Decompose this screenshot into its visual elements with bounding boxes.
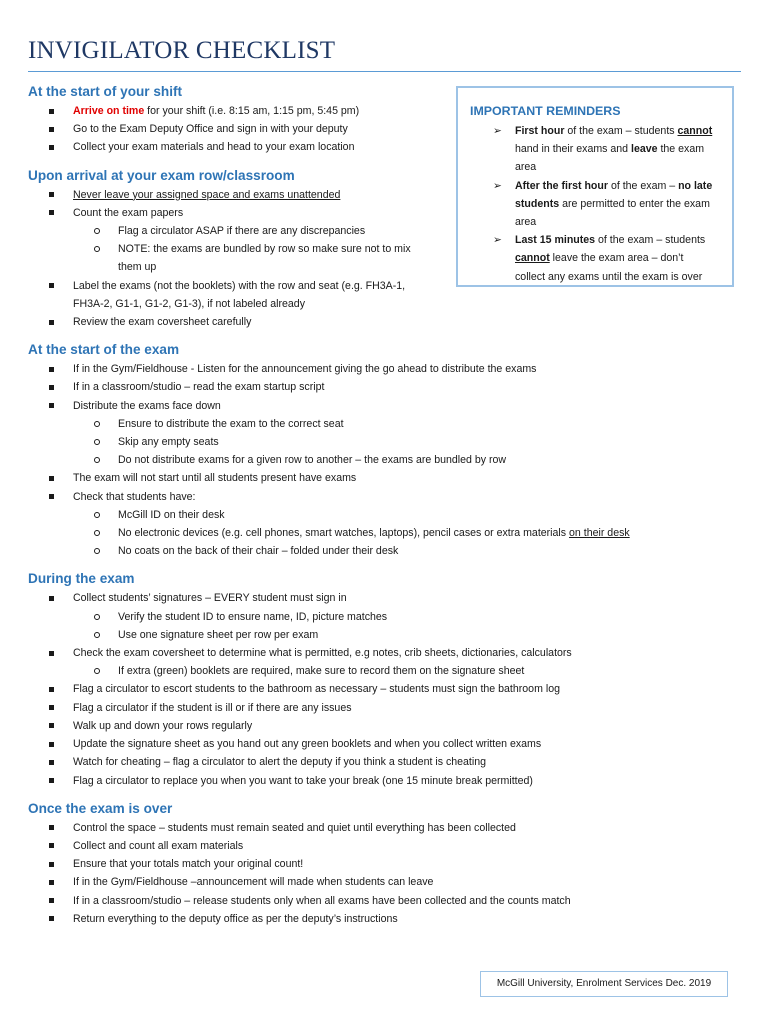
reminder-after-first-hour	[470, 177, 720, 232]
list-item-text: Never leave your assigned space and exams unattended	[73, 188, 341, 201]
reminder-bold-text: leave	[631, 143, 658, 156]
reminder-last-15-minutes	[470, 231, 720, 286]
list-item: If in the Gym/Fieldhouse - Listen for the announcement giving the go ahead to distribute the exams	[28, 360, 748, 378]
list-item: Flag a circulator to escort students to the bathroom as necessary – students must sign the bathroom log	[28, 680, 748, 698]
list-item: Control the space – students must remain seated and quiet until everything has been collected	[28, 819, 748, 837]
reminder-bold-text: cannot	[677, 125, 713, 137]
list-item: Collect students’ signatures – EVERY student must sign in	[28, 589, 748, 607]
important-reminders-box	[456, 86, 734, 287]
sub-list-item: Use one signature sheet per row per exam	[28, 626, 748, 644]
list-item: Check that students have:	[28, 488, 748, 506]
sub-list-item: Flag a circulator ASAP if there are any discrepancies	[28, 222, 748, 240]
list-item-text: NOTE: the exams are bundled by row so make sure not to mix	[118, 243, 411, 256]
on-their-desk-emphasis: on their desk	[569, 527, 630, 540]
reminder-bold-text: cannot	[515, 252, 550, 265]
list-item: Ensure that your totals match your original count!	[28, 855, 748, 873]
sub-list-item: McGill ID on their desk	[28, 506, 748, 524]
arrow-bullet-icon: ➢	[493, 179, 502, 192]
section-heading: At the start of your shift	[28, 84, 183, 99]
reminders-heading: IMPORTANT REMINDERS	[470, 104, 621, 118]
reminder-text: area	[515, 161, 537, 174]
section-heading: At the start of the exam	[28, 342, 180, 358]
sub-list-item: Verify the student ID to ensure name, ID, picture matches	[28, 608, 748, 626]
reminder-first-hour	[470, 122, 720, 177]
reminder-text: hand in their exams and	[515, 143, 632, 156]
list-item-text: No electronic devices (e.g. cell phones, smart watches, laptops), pencil cases or extra materials	[118, 527, 570, 540]
list-item: Go to the Exam Deputy Office and sign in with your deputy	[28, 120, 748, 138]
sub-list-item	[28, 524, 748, 542]
section-heading: Once the exam is over	[28, 800, 173, 816]
list-item: Check the exam coversheet to determine what is permitted, e.g notes, crib sheets, dictionaries, calculators	[28, 644, 748, 662]
list-item: Watch for cheating – flag a circulator to alert the deputy if you think a student is cheating	[28, 753, 748, 771]
page-title: INVIGILATOR CHECKLIST	[28, 37, 336, 64]
list-item: Flag a circulator to replace you when you want to take your break (one 15 minute break permitted)	[28, 772, 748, 790]
reminder-bold-text: no late	[678, 179, 713, 192]
list-item-text: for your shift (i.e. 8:15 am, 1:15 pm, 5:45 pm)	[144, 105, 360, 117]
list-item: Walk up and down your rows regularly	[28, 717, 748, 735]
arrive-on-time-emphasis: Arrive on time	[73, 105, 145, 117]
reminder-text: collect any exams until the exam is over	[515, 270, 703, 283]
bullet-list	[28, 819, 748, 928]
sub-list-item: If extra (green) booklets are required, make sure to record them on the signature sheet	[28, 662, 748, 680]
title-divider	[28, 71, 741, 72]
list-item: If in the Gym/Fieldhouse –announcement will made when students can leave	[28, 873, 748, 891]
section-exam-over	[28, 799, 748, 928]
sub-list-item: Do not distribute exams for a given row to another – the exams are bundled by row	[28, 451, 748, 469]
reminder-text: of the exam – students	[564, 125, 678, 137]
reminder-text: of the exam – students	[595, 234, 706, 247]
reminder-text: are permitted to enter the exam	[559, 197, 710, 210]
reminder-bold-text: After the first hour	[515, 179, 608, 192]
list-item: If in a classroom/studio – release students only when all exams have been collected and the counts match	[28, 892, 748, 910]
section-start-exam	[28, 340, 748, 560]
reminder-text: leave the exam area – don’t	[549, 252, 684, 265]
reminder-bold-text: First hour	[515, 125, 565, 137]
list-item-text: Label the exams (not the booklets) with the row and seat (e.g. FH3A-1,	[73, 279, 406, 292]
list-item: The exam will not start until all students present have exams	[28, 469, 748, 487]
list-item: Count the exam papers	[28, 204, 748, 222]
section-during	[28, 569, 748, 789]
footer-credit: McGill University, Enrolment Services Dec. 2019	[480, 971, 728, 997]
reminder-bold-text: students	[515, 197, 560, 210]
list-item: Flag a circulator if the student is ill or if there are any issues	[28, 699, 748, 717]
reminder-text: area	[515, 216, 537, 229]
bullet-list	[28, 360, 748, 560]
list-item-text: FH3A-2, G1-1, G1-2, G1-3), if not labeled already	[73, 297, 305, 310]
list-item: Distribute the exams face down	[28, 397, 748, 415]
arrow-bullet-icon: ➢	[493, 125, 502, 137]
list-item: Update the signature sheet as you hand out any green booklets and when you collect written exams	[28, 735, 748, 753]
section-heading: Upon arrival at your exam row/classroom	[28, 167, 295, 183]
section-heading: During the exam	[28, 571, 135, 587]
reminder-text: of the exam –	[608, 179, 679, 192]
reminder-text: the exam	[657, 143, 705, 156]
bullet-list	[28, 589, 748, 789]
list-item: Collect your exam materials and head to your exam location	[28, 138, 748, 156]
reminder-bold-text: Last 15 minutes	[515, 234, 596, 247]
sub-list-item: Skip any empty seats	[28, 433, 748, 451]
list-item: If in a classroom/studio – read the exam startup script	[28, 378, 748, 396]
list-item: Collect and count all exam materials	[28, 837, 748, 855]
list-item: Review the exam coversheet carefully	[28, 313, 748, 331]
arrow-bullet-icon: ➢	[493, 234, 502, 247]
list-item: Return everything to the deputy office as per the deputy’s instructions	[28, 910, 748, 928]
list-item-text: them up	[118, 261, 157, 274]
sub-list-item: Ensure to distribute the exam to the correct seat	[28, 415, 748, 433]
sub-list-item: No coats on the back of their chair – folded under their desk	[28, 542, 748, 560]
